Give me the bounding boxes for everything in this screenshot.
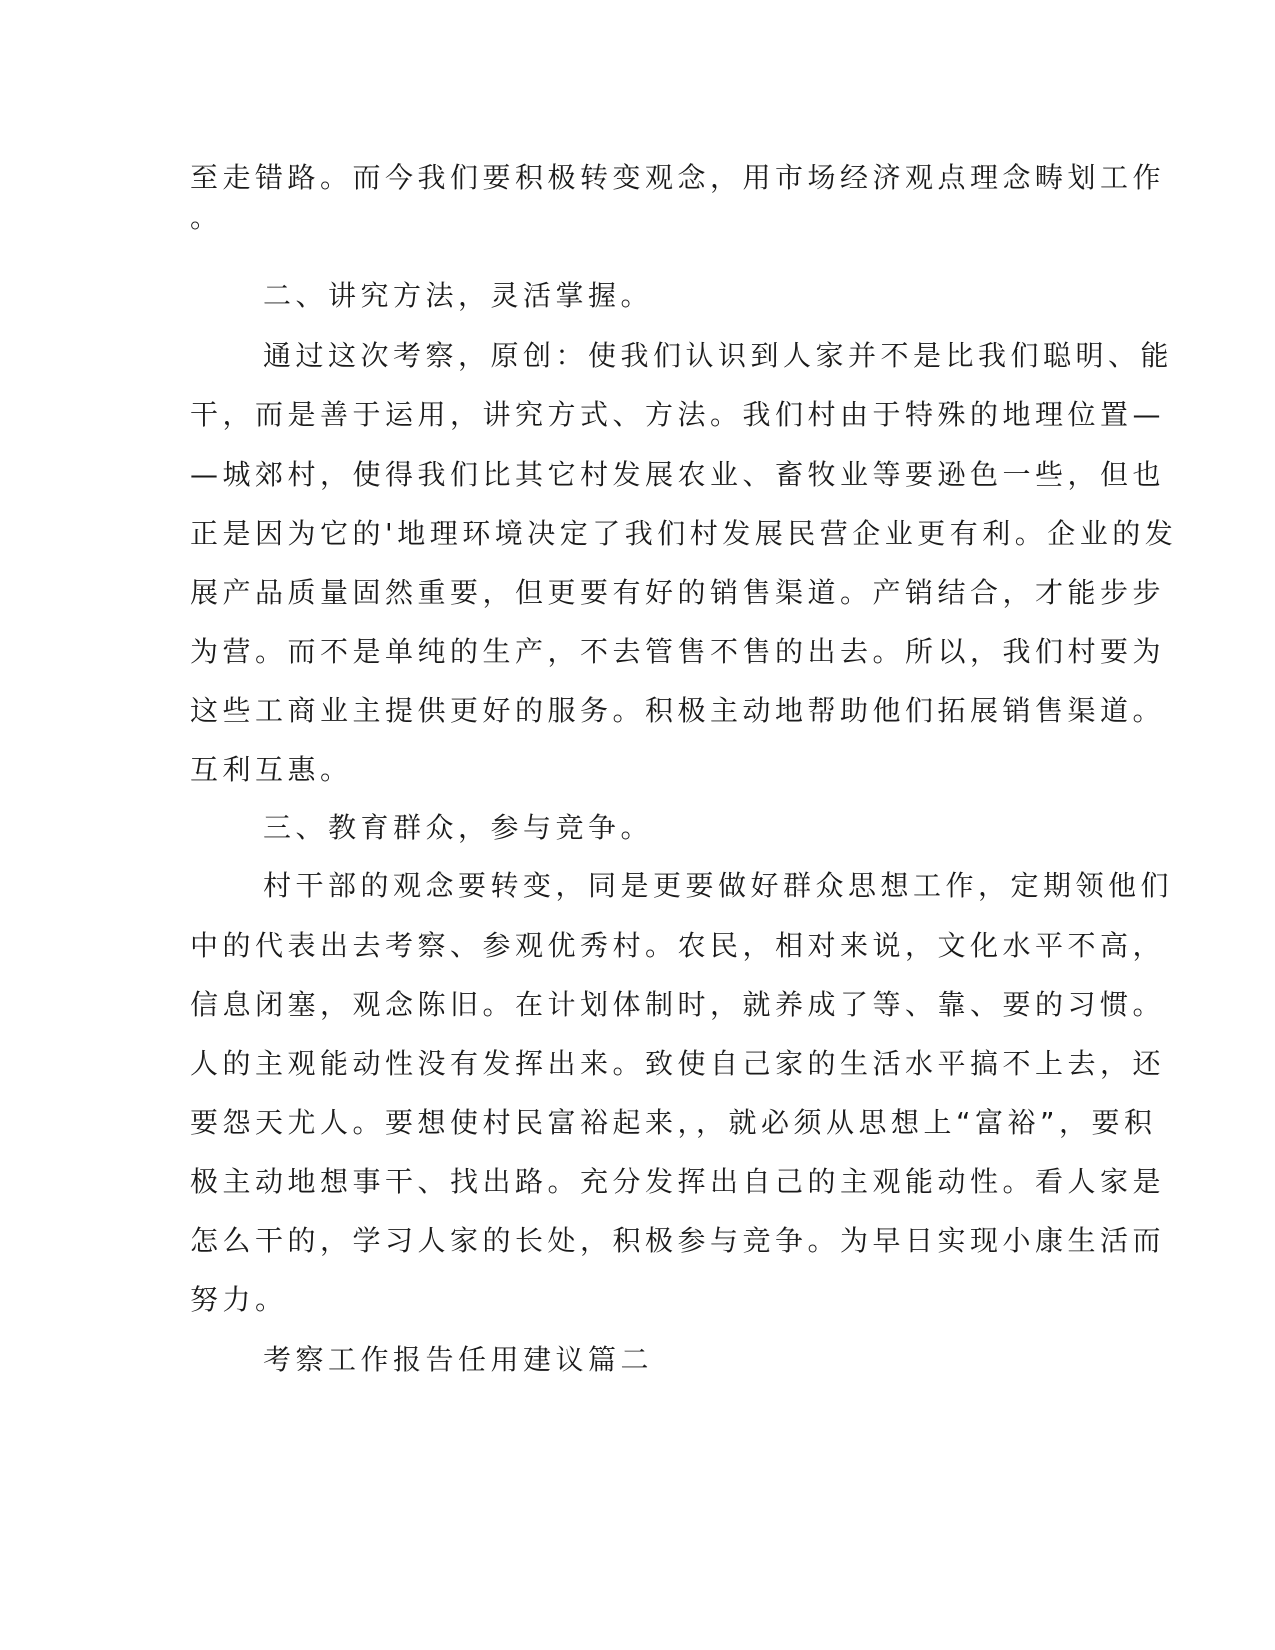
- paragraph-line: 展产品质量固然重要，但更要有好的销售渠道。产销结合，才能步步: [190, 576, 1166, 609]
- paragraph-line: —城郊村，使得我们比其它村发展农业、畜牧业等要逊色一些，但也: [190, 458, 1166, 491]
- section-title: 考察工作报告任用建议篇二: [263, 1343, 654, 1376]
- paragraph-line: 至走错路。而今我们要积极转变观念，用市场经济观点理念畴划工作: [190, 161, 1166, 194]
- section-heading: 三、教育群众，参与竞争。: [263, 811, 654, 844]
- paragraph-line: 为营。而不是单纯的生产，不去管售不售的出去。所以，我们村要为: [190, 635, 1166, 668]
- paragraph-line: 干，而是善于运用，讲究方式、方法。我们村由于特殊的地理位置—: [190, 398, 1166, 431]
- paragraph-line: 要怨天尤人。要想使村民富裕起来，，就必须从思想上“富裕”，要积: [190, 1106, 1157, 1139]
- paragraph-line: 怎么干的，学习人家的长处，积极参与竞争。为早日实现小康生活而: [190, 1224, 1166, 1257]
- paragraph-line: 信息闭塞，观念陈旧。在计划体制时，就养成了等、靠、要的习惯。: [190, 988, 1166, 1021]
- paragraph-line: 极主动地想事干、找出路。充分发挥出自己的主观能动性。看人家是: [190, 1165, 1166, 1198]
- paragraph-line: 努力。: [190, 1283, 288, 1316]
- paragraph-line: 人的主观能动性没有发挥出来。致使自己家的生活水平搞不上去，还: [190, 1047, 1166, 1080]
- paragraph-line: 。: [190, 201, 223, 234]
- paragraph-line: 这些工商业主提供更好的服务。积极主动地帮助他们拓展销售渠道。: [190, 694, 1166, 727]
- paragraph-line: 互利互惠。: [190, 753, 353, 786]
- section-heading: 二、讲究方法，灵活掌握。: [263, 279, 654, 312]
- paragraph-line: 村干部的观念要转变，同是更要做好群众思想工作，定期领他们: [263, 869, 1174, 902]
- paragraph-line: 中的代表出去考察、参观优秀村。农民，相对来说，文化水平不高，: [190, 929, 1166, 962]
- paragraph-line: 正是因为它的'地理环境决定了我们村发展民营企业更有利。企业的发: [190, 517, 1178, 550]
- paragraph-line: 通过这次考察，原创：使我们认识到人家并不是比我们聪明、能: [263, 339, 1174, 372]
